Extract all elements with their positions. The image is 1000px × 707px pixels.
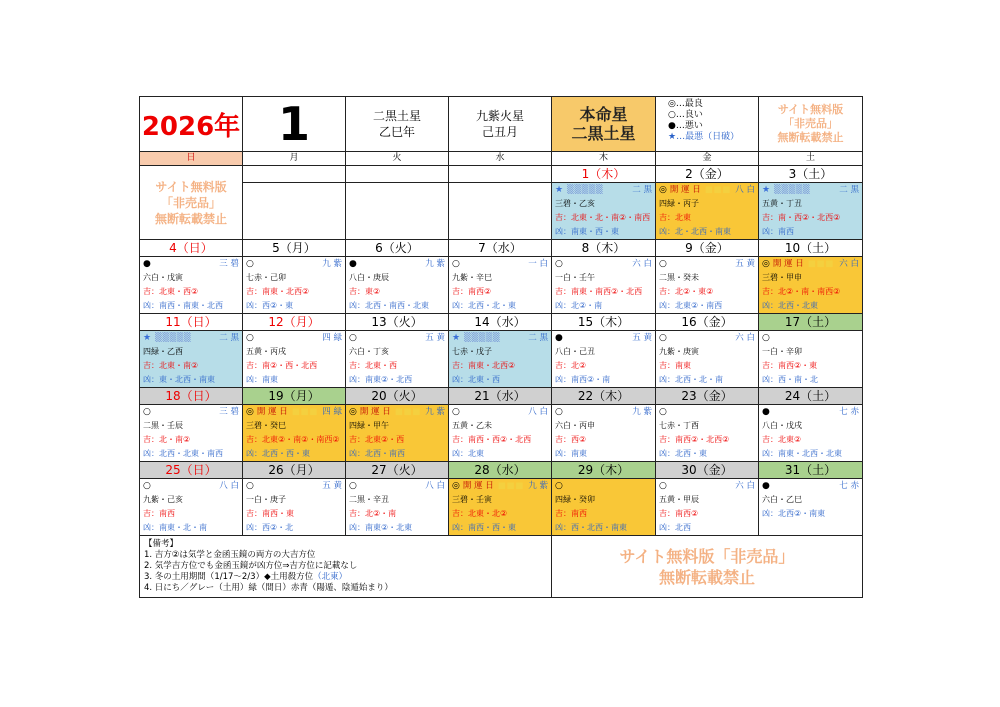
day-cell[interactable] <box>759 257 863 314</box>
day-detail-row <box>140 479 863 536</box>
kyusei-star: 二 黒 <box>528 333 548 343</box>
kanshi: 三碧・乙亥 <box>555 199 595 208</box>
lucky-direction: 吉：南②・西・北西 <box>246 361 318 370</box>
day-detail-row <box>140 257 863 314</box>
watermark-footer: サイト無料版「非売品」 無断転載禁止 <box>552 536 863 598</box>
kyusei-star: 九 紫 <box>528 481 548 491</box>
kanshi: 六白・丙申 <box>555 421 595 430</box>
lucky-direction: 吉：東② <box>349 287 381 296</box>
fortune-mark: ◎ <box>349 407 357 417</box>
unlucky-direction: 凶：北西・南西・北東 <box>349 301 429 310</box>
unlucky-direction: 凶：南東②・北東 <box>349 523 413 532</box>
day-cell[interactable] <box>759 183 863 240</box>
kanshi: 一白・辛卯 <box>762 347 802 356</box>
day-cell[interactable] <box>140 331 243 388</box>
kanshi: 八白・庚辰 <box>349 273 389 282</box>
day-cell[interactable] <box>449 183 552 240</box>
kyusei-star: 六 白 <box>735 481 755 491</box>
unlucky-direction: 凶：西・北西・南東 <box>555 523 627 532</box>
year-title: 2026年 <box>140 97 243 152</box>
day-header-line <box>759 257 862 271</box>
day-header-line <box>243 405 345 419</box>
day-header-line <box>759 405 862 419</box>
day-date: 13（火） <box>346 314 449 331</box>
day-header-line <box>656 405 758 419</box>
kyusei-star: 六 白 <box>839 259 859 269</box>
unlucky-direction: 凶：南西・西・東 <box>452 523 516 532</box>
lucky-direction: 吉：北②・東② <box>659 287 714 296</box>
fortune-mark: ○ <box>452 259 460 269</box>
day-header-line <box>243 257 345 271</box>
fortune-mark: ● <box>762 481 770 491</box>
date-row <box>140 166 863 183</box>
kanshi: 七赤・戊子 <box>452 347 492 356</box>
lucky-direction: 吉：北東②・西 <box>349 435 405 444</box>
decor-squares: ■ ■ ■ <box>497 481 523 491</box>
weekday-1: 月 <box>243 152 346 166</box>
day-date: 17（土） <box>759 314 863 331</box>
fortune-mark: ○ <box>143 407 151 417</box>
lucky-direction: 吉：西② <box>555 435 587 444</box>
unlucky-direction: 凶：南東②・北西 <box>349 375 413 384</box>
day-header-line <box>759 331 862 345</box>
kanshi: 九紫・庚寅 <box>659 347 699 356</box>
fortune-mark: ○ <box>349 481 357 491</box>
day-date: 15（木） <box>552 314 656 331</box>
kanshi: 六白・乙巳 <box>762 495 802 504</box>
day-header-line <box>140 405 242 419</box>
month-star: 九紫火星 己丑月 <box>449 97 552 152</box>
day-header-line <box>346 257 448 271</box>
day-cell[interactable] <box>449 257 552 314</box>
day-cell[interactable] <box>346 183 449 240</box>
kyusei-star: 二 黒 <box>219 333 239 343</box>
day-header-line <box>656 331 758 345</box>
kanshi: 五黄・乙未 <box>452 421 492 430</box>
kanshi: 一白・壬午 <box>555 273 595 282</box>
unlucky-direction: 凶：北西 <box>659 523 691 532</box>
kaiun-label: 開 運 日 <box>359 407 391 417</box>
lucky-direction: 吉：南西②・東 <box>762 361 818 370</box>
kyusei-star: 二 黒 <box>839 185 859 195</box>
kanshi: 三碧・癸巳 <box>246 421 286 430</box>
fortune-mark: ○ <box>762 333 770 343</box>
lucky-direction: 吉：南西 <box>555 509 587 518</box>
day-date: 27（火） <box>346 462 449 479</box>
kanshi: 四緑・甲午 <box>349 421 389 430</box>
kyusei-star: 九 紫 <box>632 407 652 417</box>
honmei-star: 本命星 二黒土星 <box>552 97 656 152</box>
lucky-direction: 吉：北東②・南②・南西② <box>246 435 340 444</box>
day-date: 10（土） <box>759 240 863 257</box>
weekday-2: 火 <box>346 152 449 166</box>
kyusei-star: 五 黄 <box>322 481 342 491</box>
unlucky-direction: 凶：西②・東 <box>246 301 294 310</box>
fortune-mark: ● <box>555 333 563 343</box>
day-cell[interactable] <box>759 405 863 462</box>
unlucky-direction: 凶：北西・北・東 <box>452 301 516 310</box>
day-header-line <box>140 331 242 345</box>
fortune-mark: ◎ <box>452 481 460 491</box>
day-header-line <box>449 405 551 419</box>
lucky-direction: 吉：北東 <box>659 213 691 222</box>
lucky-direction: 吉：北東・西 <box>349 361 397 370</box>
day-date: 25（日） <box>140 462 243 479</box>
fortune-mark: ◎ <box>762 259 770 269</box>
kyusei-star: 九 紫 <box>322 259 342 269</box>
lucky-direction: 吉：北・南② <box>143 435 191 444</box>
unlucky-direction: 凶：北西・北・南 <box>659 375 723 384</box>
date-row <box>140 462 863 479</box>
day-cell[interactable] <box>140 405 243 462</box>
kanshi: 六白・戊寅 <box>143 273 183 282</box>
kyusei-star: 五 黄 <box>735 259 755 269</box>
kyusei-star: 一 白 <box>528 259 548 269</box>
unlucky-direction: 凶：北東・西 <box>452 375 500 384</box>
kyusei-star: 八 白 <box>735 185 755 195</box>
day-cell[interactable] <box>243 331 346 388</box>
lucky-direction: 吉：南東・南西②・北西 <box>555 287 643 296</box>
fortune-mark: ○ <box>452 407 460 417</box>
unlucky-direction: 凶：南西・南東・北西 <box>143 301 223 310</box>
fortune-mark: ○ <box>555 259 563 269</box>
day-date: 12（月） <box>243 314 346 331</box>
day-cell[interactable] <box>449 405 552 462</box>
day-cell[interactable] <box>140 257 243 314</box>
fortune-mark: ○ <box>246 259 254 269</box>
day-date: 1（木） <box>552 166 656 183</box>
day-header-line <box>346 331 448 345</box>
day-header-line <box>552 405 655 419</box>
day-date: 19（月） <box>243 388 346 405</box>
day-date: 22（木） <box>552 388 656 405</box>
day-header-line <box>449 257 551 271</box>
kyusei-star: 四 緑 <box>322 333 342 343</box>
fortune-mark: ◎ <box>246 407 254 417</box>
decor-squares: ▒ ▒ ▒ ▒ ▒ <box>155 333 190 343</box>
unlucky-direction: 凶：北東 <box>452 449 484 458</box>
day-cell[interactable] <box>140 479 243 536</box>
day-cell[interactable] <box>552 405 656 462</box>
kanshi: 六白・丁亥 <box>349 347 389 356</box>
day-date <box>243 166 346 183</box>
decor-squares: ▒ ▒ ▒ ▒ ▒ <box>774 185 809 195</box>
kanshi: 九紫・辛巳 <box>452 273 492 282</box>
unlucky-direction: 凶：北西・西・東 <box>246 449 310 458</box>
kyusei-star: 二 黒 <box>632 185 652 195</box>
lucky-direction: 吉：北東・西② <box>143 287 199 296</box>
day-cell[interactable] <box>552 257 656 314</box>
fortune-mark: ○ <box>659 259 667 269</box>
watermark-header: サイト無料版 「非売品」 無断転載禁止 <box>759 97 863 152</box>
day-date <box>346 166 449 183</box>
fortune-mark: ★ <box>762 185 771 195</box>
day-detail-row <box>140 183 863 240</box>
day-cell[interactable] <box>552 479 656 536</box>
kaiun-label: 開 運 日 <box>462 481 494 491</box>
kaiun-label: 開 運 日 <box>256 407 288 417</box>
day-cell[interactable] <box>656 257 759 314</box>
kanshi: 四緑・癸卯 <box>555 495 595 504</box>
day-header-line <box>140 479 242 493</box>
kanshi: 一白・庚子 <box>246 495 286 504</box>
day-cell[interactable] <box>243 405 346 462</box>
decor-squares: ■ ■ ■ <box>807 259 833 269</box>
kaiun-label: 開 運 日 <box>669 185 701 195</box>
fortune-mark: ○ <box>555 407 563 417</box>
kanshi: 三碧・甲申 <box>762 273 802 282</box>
kyusei-star: 九 紫 <box>425 407 445 417</box>
day-cell[interactable] <box>656 331 759 388</box>
day-cell[interactable] <box>552 183 656 240</box>
kanshi: 二黒・癸未 <box>659 273 699 282</box>
watermark-cell: サイト無料版 「非売品」 無断転載禁止 <box>140 166 243 240</box>
day-date: 26（月） <box>243 462 346 479</box>
kanshi: 七赤・丁酉 <box>659 421 699 430</box>
day-date: 14（水） <box>449 314 552 331</box>
day-header-line <box>759 183 862 197</box>
day-header-line <box>552 183 655 197</box>
day-header-line <box>656 183 758 197</box>
day-date: 8（木） <box>552 240 656 257</box>
day-date: 16（金） <box>656 314 759 331</box>
fortune-mark: ○ <box>659 481 667 491</box>
weeks <box>140 166 863 536</box>
unlucky-direction: 凶：南西 <box>762 227 794 236</box>
lucky-direction: 吉：南西② <box>659 509 699 518</box>
day-cell[interactable] <box>449 331 552 388</box>
fortune-mark: ○ <box>659 407 667 417</box>
kyusei-star: 四 緑 <box>322 407 342 417</box>
kyusei-star: 六 白 <box>735 333 755 343</box>
day-header-line <box>140 257 242 271</box>
kyusei-star: 七 赤 <box>839 407 859 417</box>
day-header-line <box>243 479 345 493</box>
lucky-direction: 吉：南西② <box>452 287 492 296</box>
unlucky-direction: 凶：北東②・南西 <box>659 301 723 310</box>
header-row <box>140 97 863 152</box>
day-header-line <box>552 257 655 271</box>
lucky-direction: 吉：南東 <box>659 361 691 370</box>
lucky-direction: 吉：北東・北・南②・南西 <box>555 213 651 222</box>
legend: ◎…最良 ○…良い ●…悪い ★…最悪（日破） <box>656 97 759 152</box>
year-star: 二黒土星 乙巳年 <box>346 97 449 152</box>
fortune-mark: ● <box>143 259 151 269</box>
day-header-line <box>243 331 345 345</box>
day-date: 4（日） <box>140 240 243 257</box>
unlucky-direction: 凶：西・南・北 <box>762 375 818 384</box>
fortune-mark: ○ <box>349 333 357 343</box>
day-cell[interactable] <box>759 479 863 536</box>
day-cell[interactable] <box>759 331 863 388</box>
day-cell[interactable] <box>346 331 449 388</box>
day-date <box>449 166 552 183</box>
lucky-direction: 吉：南・西②・北西② <box>762 213 841 222</box>
day-date: 2（金） <box>656 166 759 183</box>
lucky-direction: 吉：北②・南・南西② <box>762 287 841 296</box>
weekday-6: 土 <box>759 152 863 166</box>
day-cell[interactable] <box>346 405 449 462</box>
kyusei-star: 三 碧 <box>219 407 239 417</box>
fortune-mark: ○ <box>246 333 254 343</box>
kanshi: 八白・戊戌 <box>762 421 802 430</box>
day-header-line <box>656 479 758 493</box>
day-cell[interactable] <box>656 405 759 462</box>
lucky-direction: 吉：南西・東 <box>246 509 294 518</box>
weekday-0: 日 <box>140 152 243 166</box>
lucky-direction: 吉：北② <box>555 361 587 370</box>
lucky-direction: 吉：北東・北② <box>452 509 508 518</box>
kanshi: 七赤・己卯 <box>246 273 286 282</box>
unlucky-direction: 凶：南東・西・東 <box>555 227 619 236</box>
lucky-direction: 吉：北東② <box>762 435 802 444</box>
day-date: 21（水） <box>449 388 552 405</box>
unlucky-direction: 凶：北西・北東 <box>762 301 818 310</box>
lucky-direction: 吉：南西②・北西② <box>659 435 730 444</box>
unlucky-direction: 凶：西②・北 <box>246 523 294 532</box>
kyusei-star: 八 白 <box>219 481 239 491</box>
unlucky-direction: 凶：南西②・南 <box>555 375 611 384</box>
day-date: 24（土） <box>759 388 863 405</box>
day-header-line <box>656 257 758 271</box>
day-header-line <box>346 405 448 419</box>
fortune-mark: ○ <box>659 333 667 343</box>
fortune-mark: ★ <box>143 333 152 343</box>
lucky-direction: 吉：北②・南 <box>349 509 397 518</box>
date-row <box>140 388 863 405</box>
unlucky-direction: 凶：南東 <box>246 375 278 384</box>
kanshi: 四緑・乙酉 <box>143 347 183 356</box>
fortune-mark: ● <box>349 259 357 269</box>
kanshi: 二黒・壬辰 <box>143 421 183 430</box>
day-cell[interactable] <box>656 479 759 536</box>
day-date: 20（火） <box>346 388 449 405</box>
day-date: 30（金） <box>656 462 759 479</box>
kanshi: 四緑・丙子 <box>659 199 699 208</box>
day-date: 9（金） <box>656 240 759 257</box>
date-row <box>140 240 863 257</box>
unlucky-direction: 凶：北・北西・南東 <box>659 227 731 236</box>
day-header-line <box>449 331 551 345</box>
kanshi: 五黄・丙戌 <box>246 347 286 356</box>
day-date: 18（日） <box>140 388 243 405</box>
decor-squares: ■ ■ ■ <box>291 407 317 417</box>
day-date: 31（土） <box>759 462 863 479</box>
kanshi: 五黄・甲辰 <box>659 495 699 504</box>
kanshi: 二黒・辛丑 <box>349 495 389 504</box>
day-cell[interactable] <box>552 331 656 388</box>
lucky-direction: 吉：南西・西②・北西 <box>452 435 532 444</box>
day-date: 6（火） <box>346 240 449 257</box>
notes: 【備考】 1. 吉方②は気学と金函玉鏡の両方の大吉方位 2. 気学吉方位でも金函玉鏡が凶方位⇒吉方位に記載なし 3. 冬の土用期間（1/17～2/3）◆土用殺方位（北東） 4. 日にち／グレー（土用）緑（間日）赤青（陽遁、陰遁始まり） <box>140 536 552 598</box>
weekday-5: 金 <box>656 152 759 166</box>
day-cell[interactable] <box>346 257 449 314</box>
lucky-direction: 吉：南西 <box>143 509 175 518</box>
day-header-line <box>552 331 655 345</box>
day-header-line <box>552 479 655 493</box>
day-cell[interactable] <box>243 257 346 314</box>
kanshi: 五黄・丁丑 <box>762 199 802 208</box>
day-detail-row <box>140 331 863 388</box>
kyusei-star: 八 白 <box>425 481 445 491</box>
day-cell[interactable] <box>449 479 552 536</box>
kanshi: 八白・己丑 <box>555 347 595 356</box>
unlucky-direction: 凶：南東 <box>555 449 587 458</box>
kaiun-label: 開 運 日 <box>772 259 804 269</box>
day-header-line <box>346 479 448 493</box>
weekday-row <box>140 152 863 166</box>
date-row <box>140 314 863 331</box>
lucky-direction: 吉：北東・南② <box>143 361 199 370</box>
kanshi: 三碧・壬寅 <box>452 495 492 504</box>
decor-squares: ■ ■ ■ <box>704 185 730 195</box>
day-date: 5（月） <box>243 240 346 257</box>
day-date: 29（木） <box>552 462 656 479</box>
unlucky-direction: 凶：北②・南 <box>555 301 603 310</box>
unlucky-direction: 凶：北西・南西 <box>349 449 405 458</box>
lucky-direction: 吉：南東・北西② <box>452 361 516 370</box>
day-cell[interactable] <box>656 183 759 240</box>
kyusei-star: 八 白 <box>528 407 548 417</box>
weekday-4: 木 <box>552 152 656 166</box>
decor-squares: ■ ■ ■ <box>394 407 420 417</box>
day-cell[interactable] <box>243 479 346 536</box>
calendar-table <box>139 96 863 598</box>
fortune-mark: ○ <box>143 481 151 491</box>
kanshi: 九紫・己亥 <box>143 495 183 504</box>
kyusei-star: 九 紫 <box>425 259 445 269</box>
kyusei-star: 三 碧 <box>219 259 239 269</box>
decor-squares: ▒ ▒ ▒ ▒ ▒ <box>567 185 602 195</box>
decor-squares: ▒ ▒ ▒ ▒ ▒ <box>464 333 499 343</box>
kyusei-star: 五 黄 <box>425 333 445 343</box>
day-date: 28（水） <box>449 462 552 479</box>
fortune-mark: ○ <box>246 481 254 491</box>
day-header-line <box>759 479 862 493</box>
day-date: 3（土） <box>759 166 863 183</box>
fortune-mark: ● <box>762 407 770 417</box>
unlucky-direction: 凶：南東・北・南 <box>143 523 207 532</box>
fortune-mark: ◎ <box>659 185 667 195</box>
unlucky-direction: 凶：北西・北東・南西 <box>143 449 223 458</box>
lucky-direction: 吉：南東・北西② <box>246 287 310 296</box>
weekday-3: 水 <box>449 152 552 166</box>
day-cell[interactable] <box>243 183 346 240</box>
fortune-mark: ★ <box>452 333 461 343</box>
kyusei-star: 五 黄 <box>632 333 652 343</box>
day-date: 7（水） <box>449 240 552 257</box>
day-date: 11（日） <box>140 314 243 331</box>
unlucky-direction: 凶：北西②・南東 <box>762 509 826 518</box>
kyusei-star: 六 白 <box>632 259 652 269</box>
month-number: 1 <box>243 97 346 152</box>
unlucky-direction: 凶：北西・東 <box>659 449 707 458</box>
day-header-line <box>449 479 551 493</box>
unlucky-direction: 凶：南東・北西・北東 <box>762 449 842 458</box>
day-cell[interactable] <box>346 479 449 536</box>
fortune-mark: ○ <box>555 481 563 491</box>
notes-row <box>140 536 863 598</box>
unlucky-direction: 凶：東・北西・南東 <box>143 375 215 384</box>
day-date: 23（金） <box>656 388 759 405</box>
fortune-mark: ★ <box>555 185 564 195</box>
kyusei-star: 七 赤 <box>839 481 859 491</box>
day-detail-row <box>140 405 863 462</box>
